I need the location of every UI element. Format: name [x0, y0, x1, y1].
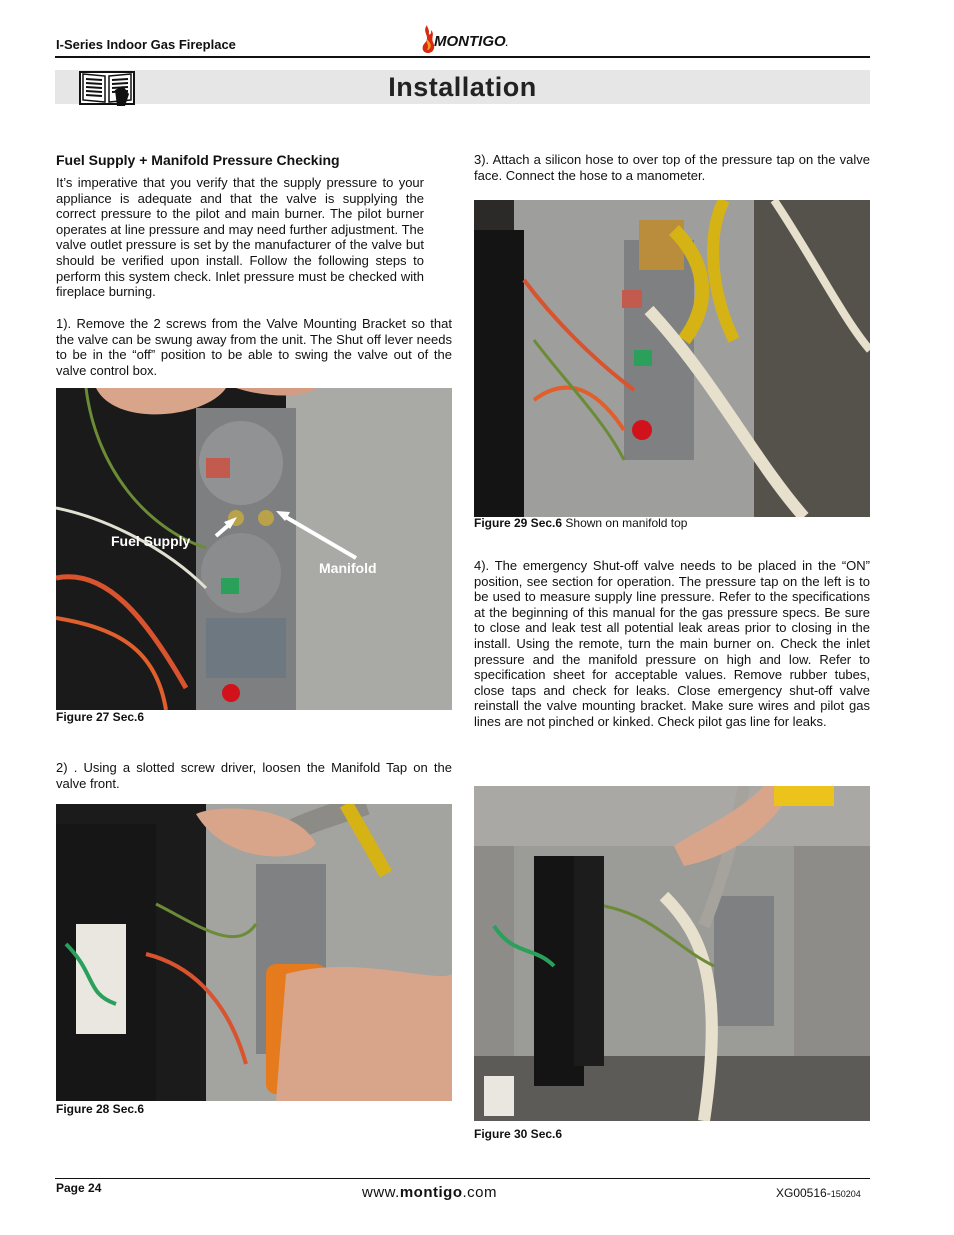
section-banner [55, 70, 870, 104]
figure-30-photo [474, 786, 870, 1121]
website-link[interactable] [362, 1184, 497, 1201]
document-code-main: XG00516- [776, 1186, 831, 1200]
step-2-paragraph: 2) . Using a slotted screw driver, loosen the Manifold Tap on the valve front. [56, 760, 452, 791]
logo-mark: . [505, 38, 509, 48]
fuel-supply-callout: Fuel Supply [111, 533, 191, 549]
section-heading: Fuel Supply + Manifold Pressure Checking [56, 152, 340, 168]
step-3-paragraph: 3). Attach a silicon hose to over top of the pressure tap on the valve face. Connect the hose to a manometer. [474, 152, 870, 183]
document-revision: 150204 [830, 1189, 861, 1199]
step-1-paragraph: 1). Remove the 2 screws from the Valve Mounting Bracket so that the valve can be swung away from the unit. The Shut off lever needs to be in the “off” position to be able to swing the valve out of the valve control box. [56, 316, 452, 378]
figure-27-photo [56, 388, 452, 710]
website-prefix: www. [362, 1184, 400, 1201]
website-suffix: .com [462, 1184, 498, 1201]
footer-rule [55, 1178, 870, 1179]
figure-29-caption-label: Figure 29 Sec.6 [474, 516, 563, 530]
document-title: I-Series Indoor Gas Fireplace [56, 37, 236, 52]
step-4-paragraph: 4). The emergency Shut-off valve needs to be placed in the “ON” position, see section for operation. The pressure tap on the left is to be used to measure supply line pressure. Refer to the specifications at the beginning of this manual for the gas pressure specs. Be sure to close and leak test all potential leak areas prior to closing in the install. Using the remote, turn the main burner on. Check the inlet pressure and the manifold pressure on high and low. Refer to specification sheet for acceptable values. Remove rubber tubes, close taps and check for leaks. Close emergency shut-off valve reinstall the valve mounting bracket. Make sure wires and pilot gas lines are not pinched or kinked. Check pilot gas line for leaks. [474, 558, 870, 729]
website-brand: montigo [399, 1184, 463, 1201]
figure-28-photo [56, 804, 452, 1101]
page-number: Page 24 [56, 1181, 102, 1195]
page-title: Installation [388, 72, 537, 102]
header-rule [55, 56, 870, 58]
intro-paragraph: It’s imperative that you verify that the supply pressure to your appliance is adequate and that the valve is supplying the correct pressure to the pilot and main burner. The pilot burner operates at line pressure and may need further adjustment. The valve outlet pressure is set by the manufacturer of the valve but should be verified upon install. Follow the following steps to perform this system check. Inlet pressure must be checked with fireplace burning. [56, 175, 424, 300]
manifold-callout: Manifold [319, 560, 377, 576]
figure-30-caption: Figure 30 Sec.6 [474, 1127, 563, 1141]
figure-27-caption: Figure 27 Sec.6 [56, 710, 145, 724]
logo-text: MONTIGO [434, 33, 506, 50]
montigo-logo [418, 24, 518, 54]
figure-29-photo [474, 200, 870, 517]
figure-29-caption [474, 516, 687, 530]
figure-28-caption: Figure 28 Sec.6 [56, 1102, 145, 1116]
figure-29-caption-text: Shown on manifold top [565, 516, 688, 530]
document-code [776, 1186, 861, 1200]
